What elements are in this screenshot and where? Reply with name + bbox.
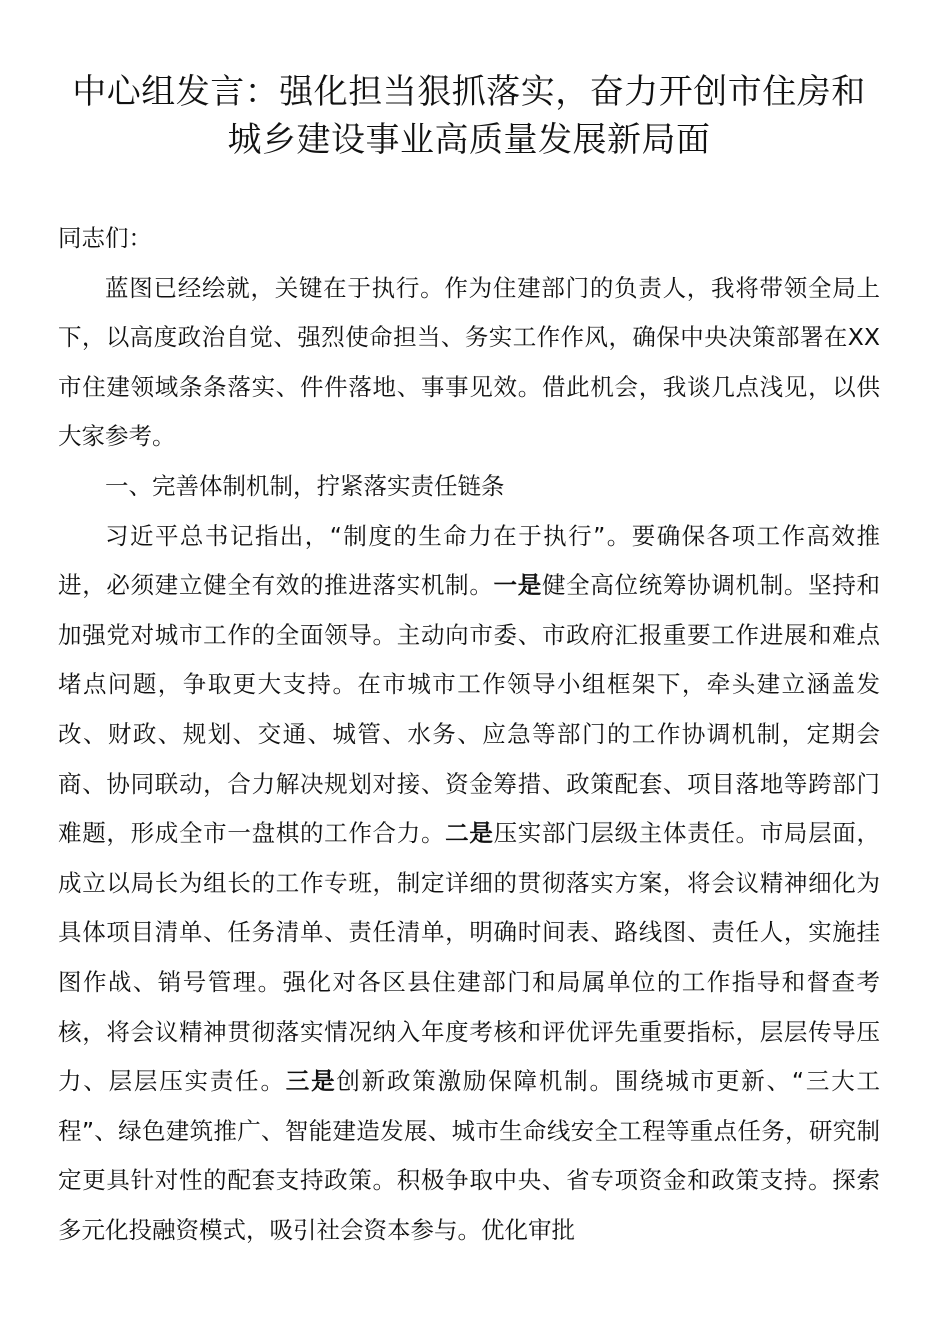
section-1-paragraph	[58, 512, 880, 1256]
intro-paragraph: 蓝图已经绘就，关键在于执行。作为住建部门的负责人，我将带领全局上下，以高度政治自觉、强烈使命担当、务实工作作风，确保中央决策部署在XX市住建领域条条落实、件件落地、事事见效。借此机会，我谈几点浅见，以供大家参考。	[58, 273, 880, 451]
title-line-2: 城乡建设事业高质量发展新局面	[227, 120, 711, 160]
document-title	[58, 68, 880, 164]
title-line-1: 中心组发言：强化担当狠抓落实，奋力开创市住房和	[72, 72, 866, 112]
point-1-lead: 一是	[493, 571, 542, 600]
section-1-opening: 习近平总书记指出，“制度的生命力在于执行”。要确保各项工作高效推进，必须建立健全有效的推进落实机制。	[58, 521, 880, 600]
point-2-text: 压实部门层级主体责任。市局层面，成立以局长为组长的工作专班，制定详细的贯彻落实方案，将会议精神细化为具体项目清单、任务清单、责任清单，明确时间表、路线图、责任人，实施挂图作战、销号管理。强化对各区县住建部门和局属单位的工作指导和督查考核，将会议精神贯彻落实情况纳入年度考核和评优评先重要指标，层层传导压力、层层压实责任。	[58, 819, 881, 1096]
point-3-lead: 三是	[285, 1067, 337, 1096]
point-3-text: 创新政策激励保障机制。围绕城市更新、“三大工程”、绿色建筑推广、智能建造发展、城市生命线安全工程等重点任务，研究制定更具针对性的配套支持政策。积极争取中央、省专项资金和政策支持。探索多元化投融资模式，吸引社会资本参与。优化审批	[58, 1067, 881, 1244]
salutation: 同志们：	[58, 224, 152, 252]
document-body	[58, 214, 880, 1255]
point-2-lead: 二是	[445, 819, 494, 848]
point-1-text: 健全高位统筹协调机制。坚持和加强党对城市工作的全面领导。主动向市委、市政府汇报重要工作进展和难点堵点问题，争取更大支持。在市城市工作领导小组框架下，牵头建立涵盖发改、财政、规划、交通、城管、水务、应急等部门的工作协调机制，定期会商、协同联动，合力解决规划对接、资金筹措、政策配套、项目落地等跨部门难题，形成全市一盘棋的工作合力。	[58, 571, 881, 848]
section-heading-1: 一、完善体制机制，拧紧落实责任链条	[105, 471, 505, 500]
